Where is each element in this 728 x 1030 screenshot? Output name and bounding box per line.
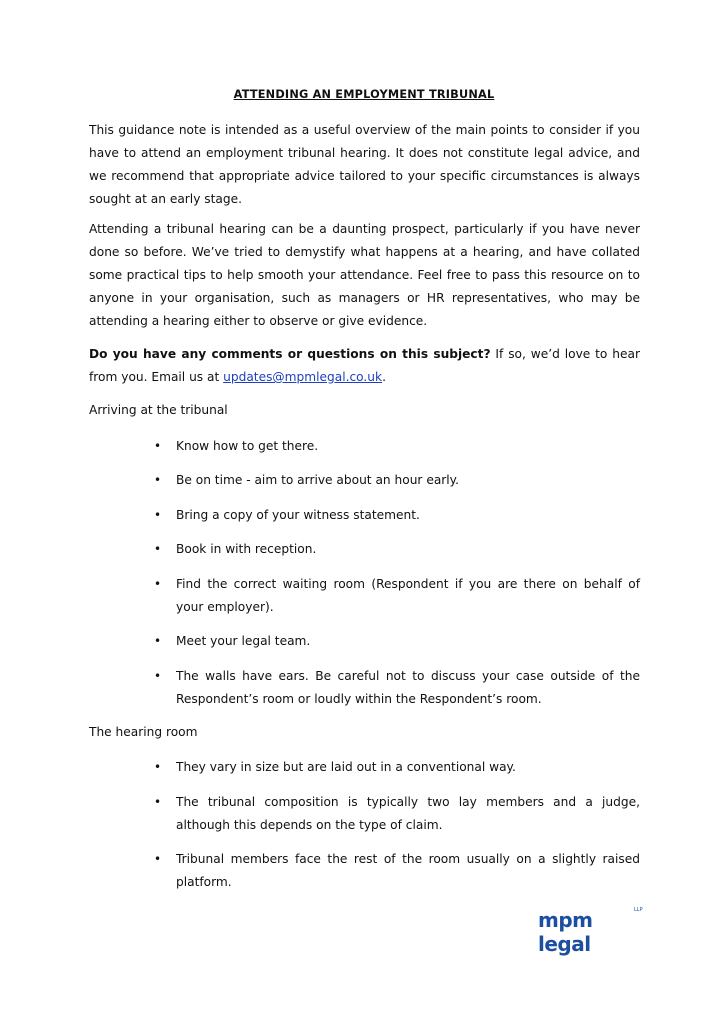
list-item: • The tribunal composition is typically two lay members and a judge, although this depends on the type of claim. [176,791,640,837]
list-item: • Know how to get there. [176,435,640,458]
list-item: • The walls have ears. Be careful not to discuss your case outside of the Respondent’s room or loudly within the Respondent’s room. [176,665,640,711]
list-item: • They vary in size but are laid out in a conventional way. [176,756,640,779]
bullet-icon: • [154,439,162,453]
bullet-icon: • [154,634,162,648]
list-item: • Tribunal members face the rest of the room usually on a slightly raised platform. [176,848,640,894]
document-title: ATTENDING AN EMPLOYMENT TRIBUNAL [233,88,495,101]
list-item: • Find the correct waiting room (Respondent if you are there on behalf of your employer). [176,573,640,619]
bullet-icon: • [154,473,162,487]
bullet-icon: • [154,760,162,774]
bullet-icon: • [154,795,162,809]
email-link[interactable]: updates@mpmlegal.co.uk [223,370,383,384]
section-heading-arriving: Arriving at the tribunal [89,403,228,417]
list-item: • Be on time - aim to arrive about an hour early. [176,469,640,492]
section-heading-hearing-room: The hearing room [89,725,198,739]
contact-paragraph [89,343,640,389]
list-item: • Bring a copy of your witness statement. [176,504,640,527]
bullet-icon: • [154,852,162,866]
bullet-icon: • [154,577,162,591]
list-item: • Book in with reception. [176,538,640,561]
second-paragraph: Attending a tribunal hearing can be a daunting prospect, particularly if you have never done so before. We’ve tried to demystify what happens at a hearing, and have collated some practical tips to help smooth your attendance. Feel free to pass this resource on to anyone in your organisation, such as managers or HR representatives, who may be attending a hearing either to observe or give evidence. [89,222,640,328]
intro-paragraph: This guidance note is intended as a useful overview of the main points to consider if you have to attend an employment tribunal hearing. It does not constitute legal advice, and we recommend that appropriate advice tailored to your specific circumstances is always sought at an early stage. [89,123,640,206]
bullet-icon: • [154,542,162,556]
logo-wordmark: mpm legal [538,908,593,956]
mpm-legal-logo [538,907,648,956]
contact-question: Do you have any comments or questions on this subject? [89,347,491,361]
contact-end: . [382,370,386,384]
bullet-icon: • [154,669,162,683]
bullet-icon: • [154,508,162,522]
contact-text: If so, we’d love to hear from you. Email us at [89,347,640,384]
list-item: • Meet your legal team. [176,630,640,653]
logo-llp: LLP [634,907,643,913]
